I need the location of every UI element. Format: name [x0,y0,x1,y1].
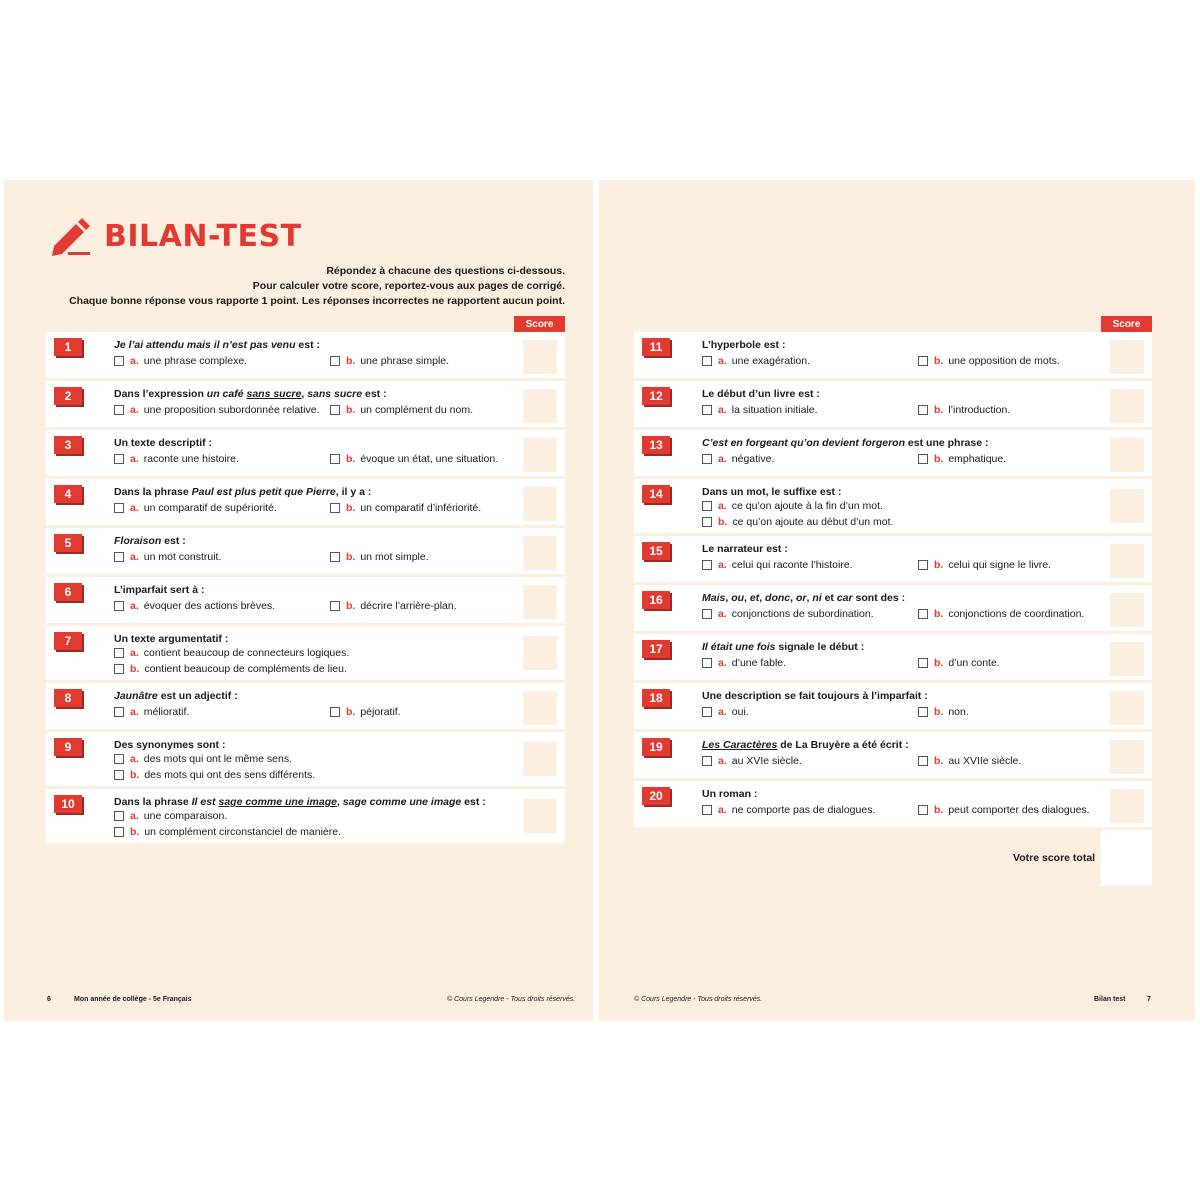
score-box[interactable] [1110,691,1144,725]
option-text: peut comporter des dialogues. [948,804,1090,816]
title-row [48,216,302,256]
option-text: emphatique. [948,453,1007,465]
score-header: Score [1101,316,1152,332]
score-box[interactable] [523,585,557,619]
option-text: d’une fable. [731,657,787,669]
question-text: Mais, ou, et, donc, or, ni et car sont des : [702,592,906,604]
option-text: raconte une histoire. [143,453,239,465]
option-text: au XVIe siècle. [731,755,802,767]
question-number: 15 [642,542,670,560]
option-text: non. [948,706,969,718]
score-box[interactable] [523,799,557,833]
option-b[interactable]: b. un complément du nom. [330,404,473,416]
checkbox[interactable] [114,811,124,821]
option-text: des mots qui ont des sens différents. [144,769,316,781]
question-text: Dans la phrase Paul est plus petit que Pierre, il y a : [114,486,372,498]
question-10 [46,789,565,843]
option-text: mélioratif. [143,706,190,718]
option-text: l’introduction. [948,404,1011,416]
checkbox[interactable] [702,707,712,717]
question-number: 20 [642,787,670,805]
page-number-left: 6 [47,996,51,1003]
question-number: 1 [54,338,82,356]
checkbox[interactable] [114,648,124,658]
option-a[interactable]: a. évoquer des actions brèves. [114,600,275,612]
option-b[interactable]: b. non. [918,706,969,718]
option-text: péjoratif. [360,706,401,718]
option-text: d’un conte. [948,657,1000,669]
option-text: un comparatif de supériorité. [143,502,277,514]
option-text: une phrase complexe. [143,355,248,367]
checkbox[interactable] [918,609,928,619]
option-a[interactable]: a. ne comporte pas de dialogues. [702,804,875,816]
instruction-line: Chaque bonne réponse vous rapporte 1 point. Les réponses incorrectes ne rapportent aucun point. [69,295,565,307]
option-text: négative. [731,453,775,465]
pencil-icon [48,216,92,256]
score-box[interactable] [1110,389,1144,423]
question-14 [634,479,1152,533]
question-11 [634,332,1152,378]
checkbox[interactable] [918,405,928,415]
checkbox[interactable] [330,552,340,562]
question-number: 17 [642,640,670,658]
option-a[interactable]: a. un mot construit. [114,551,221,563]
checkbox[interactable] [702,356,712,366]
option-text: contient beaucoup de compléments de lieu. [144,663,347,675]
option-b[interactable]: b. celui qui signe le livre. [918,559,1051,571]
option-text: conjonctions de subordination. [731,608,874,620]
question-17 [634,634,1152,680]
option-a[interactable]: a. mélioratif. [114,706,189,718]
question-6 [46,577,565,623]
option-text: évoque un état, une situation. [360,453,499,465]
checkbox[interactable] [702,658,712,668]
option-text: évoquer des actions brèves. [143,600,276,612]
copyright-right: © Cours Legendre - Tous droits réservés. [634,996,763,1003]
question-number: 19 [642,738,670,756]
right-page [599,180,1195,1021]
question-19 [634,732,1152,778]
checkbox[interactable] [330,601,340,611]
option-text: celui qui signe le livre. [948,559,1052,571]
checkbox[interactable] [114,503,124,513]
question-number: 14 [642,485,670,503]
option-b[interactable]: b. un mot simple. [330,551,429,563]
checkbox[interactable] [702,609,712,619]
question-text: L’imparfait sert à : [114,584,205,596]
option-text: un complément circonstanciel de manière. [144,826,342,838]
question-number: 7 [54,632,82,650]
score-box[interactable] [1110,642,1144,676]
option-b[interactable]: b. décrire l’arrière-plan. [330,600,457,612]
score-box[interactable] [523,691,557,725]
option-a[interactable]: a. contient beaucoup de connecteurs logiques. [114,647,349,659]
option-a[interactable]: a. une exagération. [702,355,810,367]
question-text: Dans la phrase Il est sage comme une image, sage comme une image est : [114,796,486,808]
question-text: Floraison est : [114,535,186,547]
question-text: Dans un mot, le suffixe est : [702,486,842,498]
option-text: un mot construit. [143,551,222,563]
question-list-left [46,332,565,846]
question-text: L’hyperbole est : [702,339,786,351]
option-a[interactable]: a. oui. [702,706,749,718]
left-page [4,180,593,1021]
option-text: la situation initiale. [731,404,818,416]
checkbox[interactable] [114,601,124,611]
score-box[interactable] [523,536,557,570]
question-text: Le début d’un livre est : [702,388,820,400]
option-b[interactable]: b. d’un conte. [918,657,1000,669]
question-2 [46,381,565,427]
question-text: Les Caractères de La Bruyère a été écrit : [702,739,909,751]
option-b[interactable]: b. une opposition de mots. [918,355,1060,367]
page-title: BILAN-TEST [104,218,302,254]
option-b[interactable]: b. au XVIIe siècle. [918,755,1021,767]
option-b[interactable]: b. emphatique. [918,453,1006,465]
option-text: conjonctions de coordination. [948,608,1085,620]
question-5 [46,528,565,574]
option-a[interactable]: a. la situation initiale. [702,404,818,416]
option-text: décrire l’arrière-plan. [360,600,457,612]
option-text: au XVIIe siècle. [948,755,1022,767]
option-text: celui qui raconte l’histoire. [731,559,853,571]
checkbox[interactable] [702,756,712,766]
page-number-right: 7 [1147,996,1151,1003]
question-text: Une description se fait toujours à l’imparfait : [702,690,928,702]
option-text: une exagération. [731,355,810,367]
checkbox[interactable] [114,454,124,464]
checkbox[interactable] [702,454,712,464]
checkbox[interactable] [114,356,124,366]
checkbox[interactable] [918,805,928,815]
option-b[interactable]: b. péjoratif. [330,706,401,718]
option-b[interactable]: b. une phrase simple. [330,355,449,367]
checkbox[interactable] [114,405,124,415]
question-text: Des synonymes sont : [114,739,226,751]
question-list-right [634,332,1152,830]
question-3 [46,430,565,476]
option-b[interactable]: b. peut comporter des dialogues. [918,804,1090,816]
question-number: 8 [54,689,82,707]
question-number: 3 [54,436,82,454]
checkbox[interactable] [702,560,712,570]
option-text: un mot simple. [360,551,429,563]
question-text: Il était une fois signale le début : [702,641,865,653]
option-a[interactable]: a. une phrase complexe. [114,355,247,367]
option-a[interactable]: a. ce qu’on ajoute à la fin d’un mot. [702,500,883,512]
question-number: 9 [54,738,82,756]
question-text: Jaunâtre est un adjectif : [114,690,238,702]
checkbox[interactable] [330,454,340,464]
option-text: ce qu’on ajoute au début d’un mot. [732,516,894,528]
score-box[interactable] [523,438,557,472]
total-score-label: Votre score total [1013,852,1096,864]
option-b[interactable]: b. conjonctions de coordination. [918,608,1084,620]
instruction-line: Pour calculer votre score, reportez-vous aux pages de corrigé. [252,280,565,292]
option-a[interactable]: a. un comparatif de supériorité. [114,502,277,514]
checkbox[interactable] [114,664,124,674]
question-text: Le narrateur est : [702,543,788,555]
question-text: Je l’ai attendu mais il n’est pas venu est : [114,339,320,351]
option-text: un comparatif d’infériorité. [360,502,482,514]
question-8 [46,683,565,729]
instructions [69,264,565,309]
option-a[interactable]: a. au XVIe siècle. [702,755,802,767]
question-number: 10 [54,795,82,813]
question-text: Un texte descriptif : [114,437,213,449]
score-box[interactable] [1110,489,1144,523]
question-text: C’est en forgeant qu’on devient forgeron est une phrase : [702,437,989,449]
question-15 [634,536,1152,582]
checkbox[interactable] [114,754,124,764]
option-b[interactable]: b. un complément circonstanciel de manière. [114,826,341,838]
question-text: Dans l’expression un café sans sucre, sans sucre est : [114,388,387,400]
checkbox[interactable] [330,707,340,717]
total-score-box[interactable] [1101,830,1152,886]
option-b[interactable]: b. des mots qui ont des sens différents. [114,769,315,781]
checkbox[interactable] [918,707,928,717]
checkbox[interactable] [918,756,928,766]
checkbox[interactable] [114,827,124,837]
question-16 [634,585,1152,631]
question-number: 2 [54,387,82,405]
question-number: 11 [642,338,670,356]
question-number: 5 [54,534,82,552]
score-box[interactable] [523,636,557,670]
checkbox[interactable] [702,517,712,527]
score-box[interactable] [1110,593,1144,627]
question-4 [46,479,565,525]
question-7 [46,626,565,680]
option-text: une comparaison. [143,810,228,822]
question-number: 6 [54,583,82,601]
option-text: oui. [731,706,749,718]
option-b[interactable]: b. évoque un état, une situation. [330,453,498,465]
checkbox[interactable] [114,770,124,780]
question-9 [46,732,565,786]
score-box[interactable] [523,389,557,423]
option-a[interactable]: a. une comparaison. [114,810,227,822]
checkbox[interactable] [330,405,340,415]
option-b[interactable]: b. l’introduction. [918,404,1010,416]
option-a[interactable]: a. conjonctions de subordination. [702,608,874,620]
checkbox[interactable] [114,707,124,717]
question-text: Un roman : [702,788,758,800]
checkbox[interactable] [918,454,928,464]
option-text: des mots qui ont le même sens. [143,753,293,765]
section-label: Bilan test [1094,996,1126,1003]
score-box[interactable] [1110,789,1144,823]
question-number: 13 [642,436,670,454]
score-box[interactable] [1110,340,1144,374]
checkbox[interactable] [330,356,340,366]
question-text: Un texte argumentatif : [114,633,229,645]
score-box[interactable] [1110,438,1144,472]
question-number: 18 [642,689,670,707]
option-b[interactable]: b. contient beaucoup de compléments de lieu. [114,663,347,675]
checkbox[interactable] [918,658,928,668]
option-b[interactable]: b. un comparatif d’infériorité. [330,502,481,514]
question-20 [634,781,1152,827]
option-text: un complément du nom. [360,404,473,416]
checkbox[interactable] [702,805,712,815]
option-text: ne comporte pas de dialogues. [731,804,876,816]
question-number: 12 [642,387,670,405]
question-number: 16 [642,591,670,609]
checkbox[interactable] [114,552,124,562]
score-box[interactable] [523,742,557,776]
question-1 [46,332,565,378]
option-a[interactable]: a. celui qui raconte l’histoire. [702,559,853,571]
score-box[interactable] [1110,544,1144,578]
question-12 [634,381,1152,427]
score-box[interactable] [523,340,557,374]
option-a[interactable]: a. négative. [702,453,774,465]
question-13 [634,430,1152,476]
option-a[interactable]: a. des mots qui ont le même sens. [114,753,292,765]
option-text: contient beaucoup de connecteurs logiques. [143,647,350,659]
checkbox[interactable] [918,560,928,570]
option-a[interactable]: a. une proposition subordonnée relative. [114,404,319,416]
checkbox[interactable] [702,405,712,415]
book-title: Mon année de collège - 5e Français [74,996,192,1003]
instruction-line: Répondez à chacune des questions ci-dessous. [326,265,565,277]
copyright-left: © Cours Legendre - Tous droits réservés. [447,996,576,1003]
option-text: une opposition de mots. [948,355,1060,367]
checkbox[interactable] [330,503,340,513]
option-b[interactable]: b. ce qu’on ajoute au début d’un mot. [702,516,893,528]
question-18 [634,683,1152,729]
score-header: Score [514,316,565,332]
checkbox[interactable] [702,501,712,511]
checkbox[interactable] [918,356,928,366]
option-a[interactable]: a. raconte une histoire. [114,453,239,465]
option-text: ce qu’on ajoute à la fin d’un mot. [731,500,883,512]
option-text: une phrase simple. [360,355,450,367]
score-box[interactable] [1110,740,1144,774]
score-box[interactable] [523,487,557,521]
question-number: 4 [54,485,82,503]
option-a[interactable]: a. d’une fable. [702,657,786,669]
option-text: une proposition subordonnée relative. [143,404,320,416]
